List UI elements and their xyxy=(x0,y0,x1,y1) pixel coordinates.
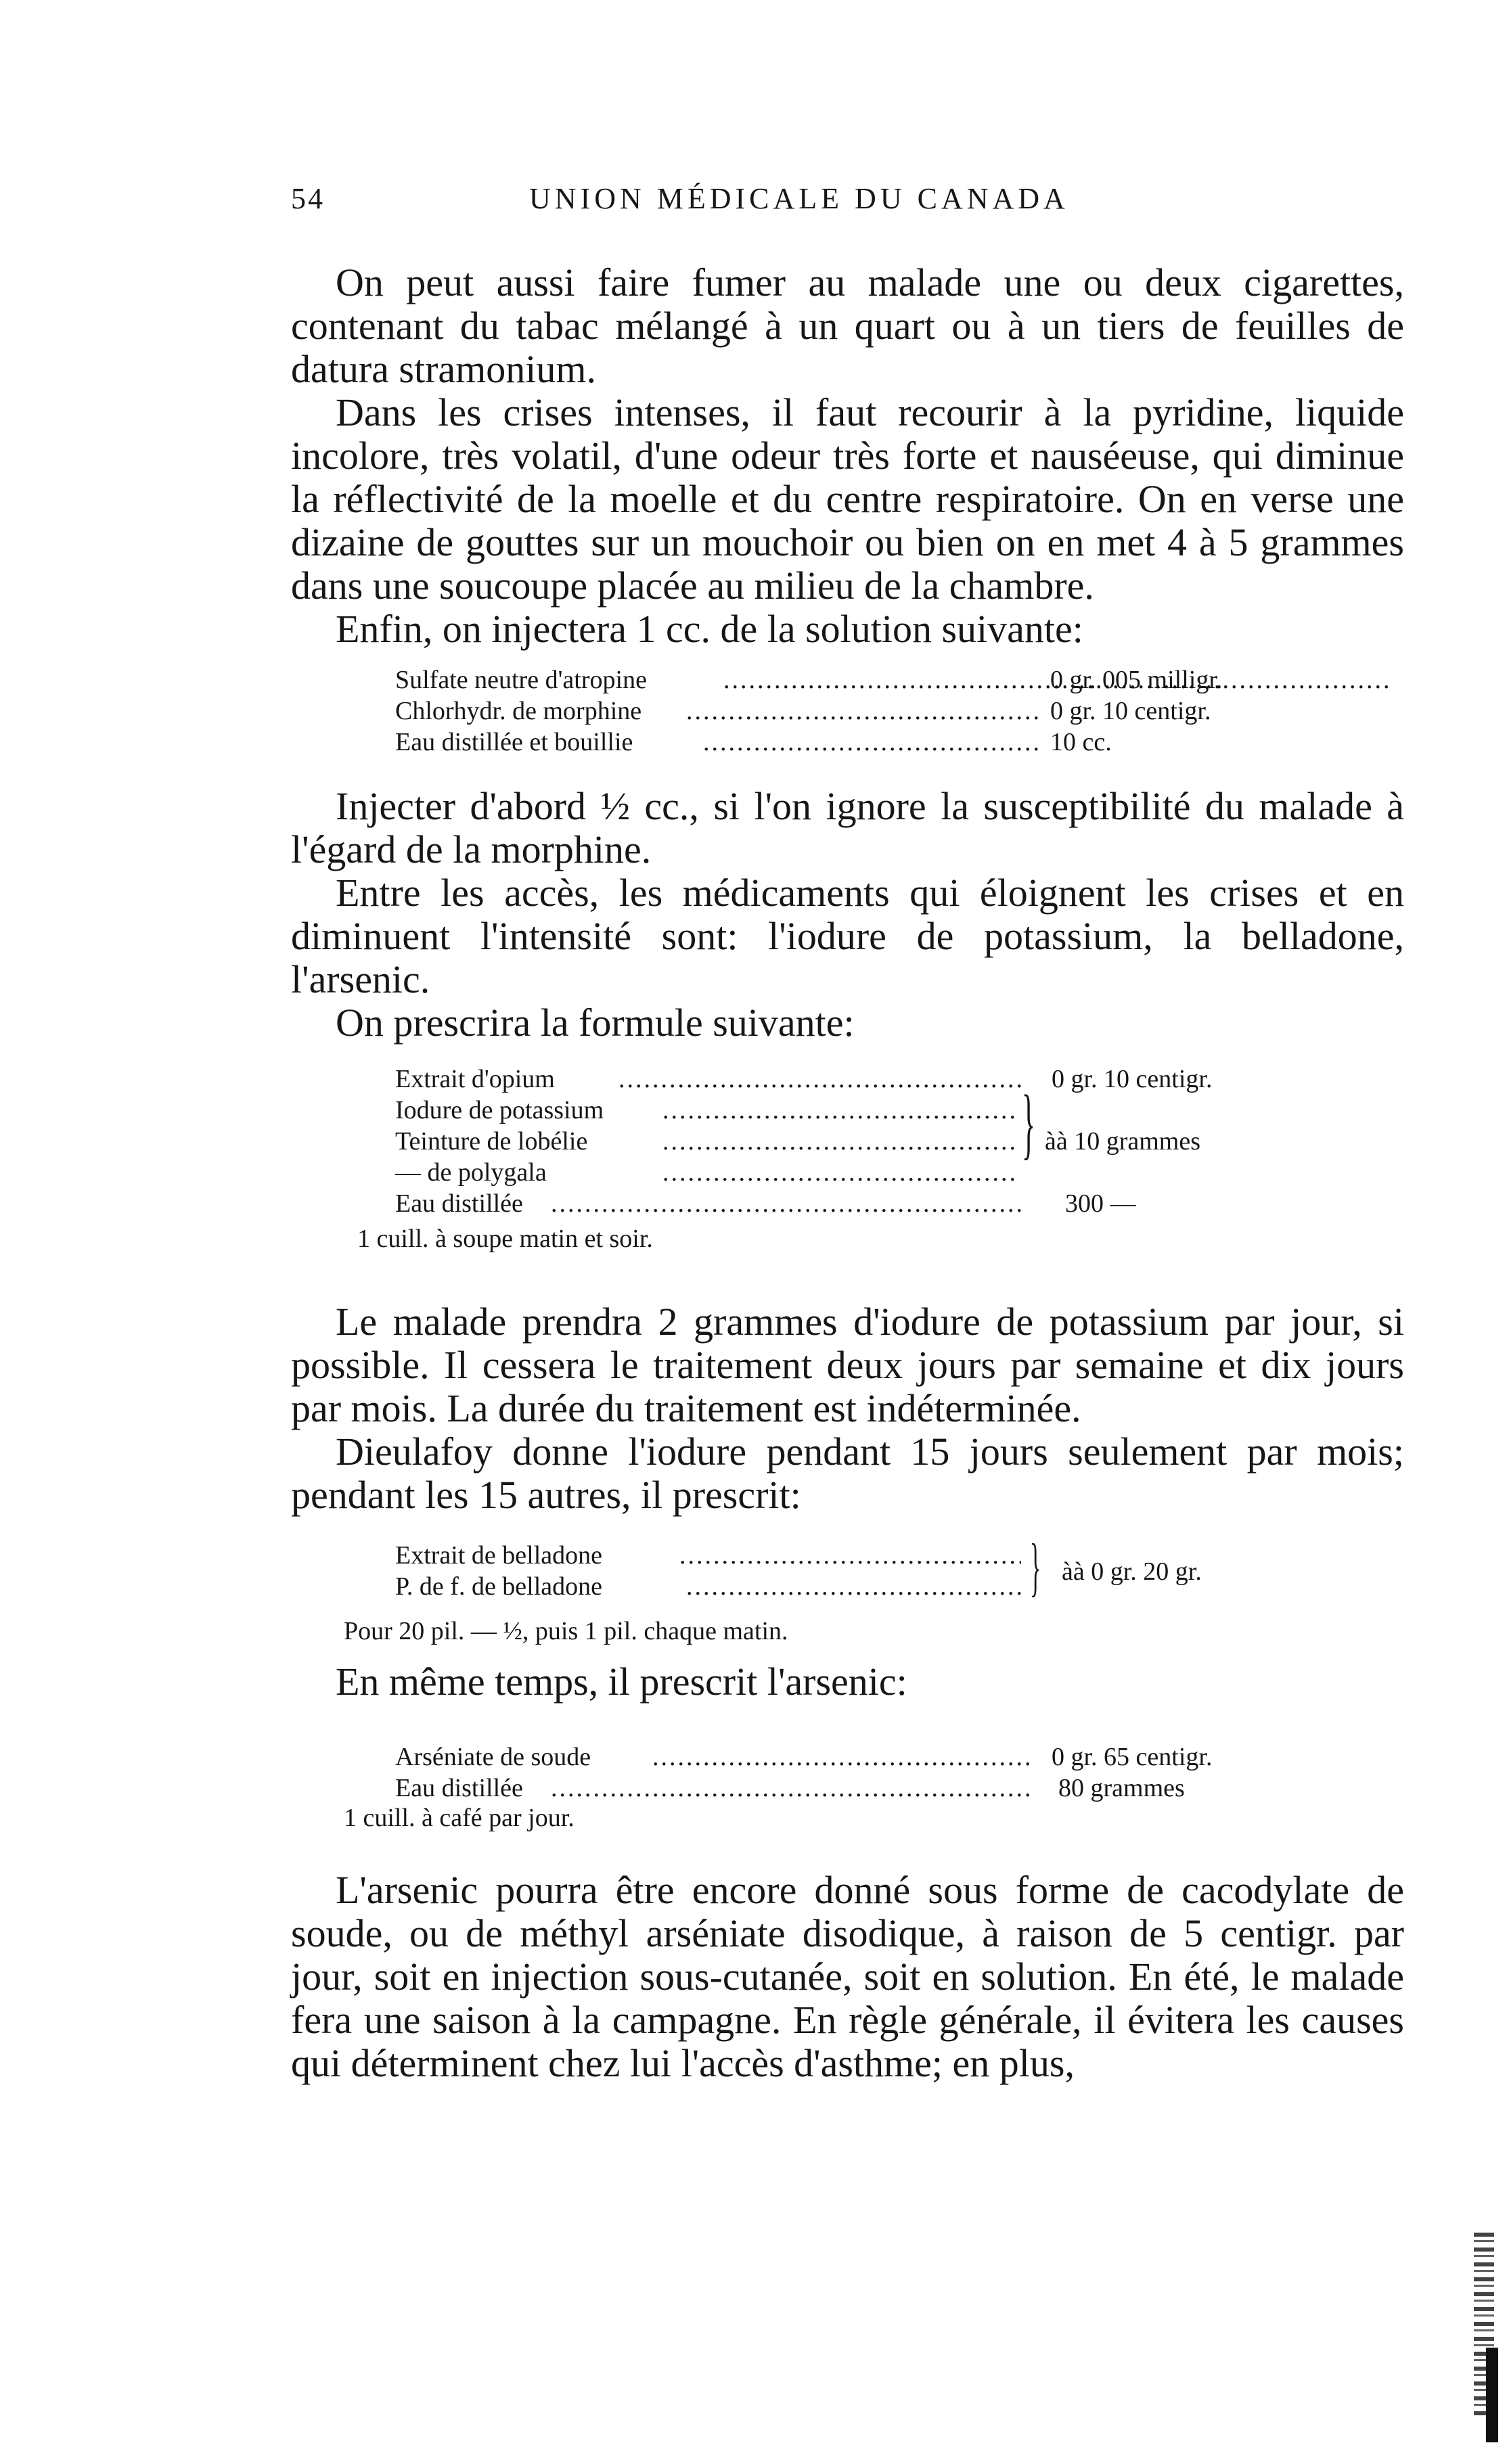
paragraph: Enfin, on injectera 1 cc. de la solution suivante: xyxy=(336,607,1083,651)
ingredient: Sulfate neutre d'atropine xyxy=(395,666,647,694)
dose: 0 gr. 005 milligr. xyxy=(1050,666,1223,694)
dose: 10 cc. xyxy=(1050,728,1112,756)
leader-dots xyxy=(662,1126,1014,1157)
ingredient: Arséniate de soude xyxy=(395,1743,591,1771)
prescription-note: 1 cuill. à café par jour. xyxy=(344,1804,575,1832)
prescription-4 xyxy=(395,1741,1302,1804)
leader-dots xyxy=(679,1540,1021,1571)
paragraph: Dans les crises intenses, il faut recourir à la pyridine, liquide incolore, très volatil, d'une odeur très forte et nauséeuse, qui diminue la réflectivité de la moelle et du centre respiratoire. On en verse une dizaine de gouttes sur un mouchoir ou bien on en met 4 à 5 grammes dans une soucoupe placée au milieu de la chambre. xyxy=(291,390,1404,608)
leader-dots xyxy=(551,1188,1024,1219)
ingredient: Iodure de potassium xyxy=(395,1096,604,1124)
text-block-5 xyxy=(291,1869,1404,2085)
leader-dots xyxy=(662,1157,1014,1188)
paragraph: Dieulafoy donne l'iodure pendant 15 jours seulement par mois; pendant les 15 autres, il prescrit: xyxy=(291,1430,1404,1517)
ingredient: Eau distillée xyxy=(395,1189,523,1218)
paragraph: En même temps, il prescrit l'arsenic: xyxy=(336,1660,907,1704)
ingredient: — de polygala xyxy=(395,1158,547,1187)
brace-dose: àà 0 gr. 20 gr. xyxy=(1062,1557,1202,1586)
prescription-row xyxy=(395,664,1288,695)
text-block-4 xyxy=(291,1660,1404,1704)
running-title: UNION MÉDICALE DU CANADA xyxy=(529,182,1069,215)
paragraph: Entre les accès, les médicaments qui éloignent les crises et en diminuent l'intensité sont: l'iodure de potassium, la belladone, l'arsenic. xyxy=(291,871,1404,1001)
prescription-row xyxy=(395,1095,1302,1126)
dose: 80 grammes xyxy=(1058,1774,1185,1802)
brace-dose: àà 10 grammes xyxy=(1045,1127,1201,1156)
right-brace: } xyxy=(1030,1530,1041,1603)
leader-dots xyxy=(703,727,1038,758)
ingredient: Teinture de lobélie xyxy=(395,1127,588,1156)
paragraph: On prescrira la formule suivante: xyxy=(336,1001,855,1045)
leader-dots xyxy=(686,1571,1021,1602)
prescription-row xyxy=(395,1773,1302,1804)
ingredient: Chlorhydr. de morphine xyxy=(395,697,642,725)
text-block-1 xyxy=(291,261,1404,651)
dose: 0 gr. 10 centigr. xyxy=(1052,1065,1213,1093)
paragraph: L'arsenic pourra être encore donné sous forme de cacodylate de soude, ou de méthyl arséniate disodique, à raison de 5 centigr. par jour, soit en injection sous-cutanée, soit en solution. En été, le malade fera une saison à la campagne. En règle générale, il évitera les causes qui déterminent chez lui l'accès d'asthme; en plus, xyxy=(291,1868,1404,2085)
paragraph: Injecter d'abord ½ cc., si l'on ignore la susceptibilité du malade à l'égard de la morphine. xyxy=(291,784,1404,871)
paragraph: Le malade prendra 2 grammes d'iodure de potassium par jour, si possible. Il cessera le traitement deux jours par semaine et dix jours par mois. La durée du traitement est indéterminée. xyxy=(291,1300,1404,1430)
prescription-row xyxy=(395,1064,1302,1095)
page-number: 54 xyxy=(291,182,325,215)
prescription-row xyxy=(395,727,1288,758)
dose: 300 — xyxy=(1065,1189,1136,1218)
prescription-note: 1 cuill. à soupe matin et soir. xyxy=(357,1225,653,1253)
leader-dots xyxy=(662,1095,1014,1126)
prescription-row xyxy=(395,1188,1302,1219)
prescription-3 xyxy=(395,1530,1302,1607)
leader-dots xyxy=(551,1773,1031,1804)
ingredient: Eau distillée et bouillie xyxy=(395,728,633,756)
prescription-row xyxy=(395,1741,1302,1773)
prescription-1 xyxy=(395,664,1288,758)
prescription-note: Pour 20 pil. — ½, puis 1 pil. chaque matin. xyxy=(344,1617,788,1645)
scan-edge-artifact xyxy=(1486,2348,1498,2442)
ingredient: Extrait d'opium xyxy=(395,1065,555,1093)
ingredient: Extrait de belladone xyxy=(395,1541,602,1570)
leader-dots xyxy=(652,1741,1031,1773)
leader-dots xyxy=(618,1064,1024,1095)
paragraph: On peut aussi faire fumer au malade une ou deux cigarettes, contenant du tabac mélangé à un quart ou à un tiers de feuilles de datura stramonium. xyxy=(291,260,1404,391)
page-header xyxy=(291,181,1198,222)
dose: 0 gr. 10 centigr. xyxy=(1050,697,1211,725)
dose: 0 gr. 65 centigr. xyxy=(1052,1743,1213,1771)
text-block-3 xyxy=(291,1300,1404,1517)
ingredient: P. de f. de belladone xyxy=(395,1572,603,1601)
prescription-row xyxy=(395,1157,1302,1188)
prescription-row xyxy=(395,1126,1302,1157)
right-brace: } xyxy=(1022,1078,1035,1167)
prescription-row xyxy=(395,695,1288,727)
leader-dots xyxy=(686,695,1041,727)
ingredient: Eau distillée xyxy=(395,1774,523,1802)
text-block-2 xyxy=(291,785,1404,1045)
